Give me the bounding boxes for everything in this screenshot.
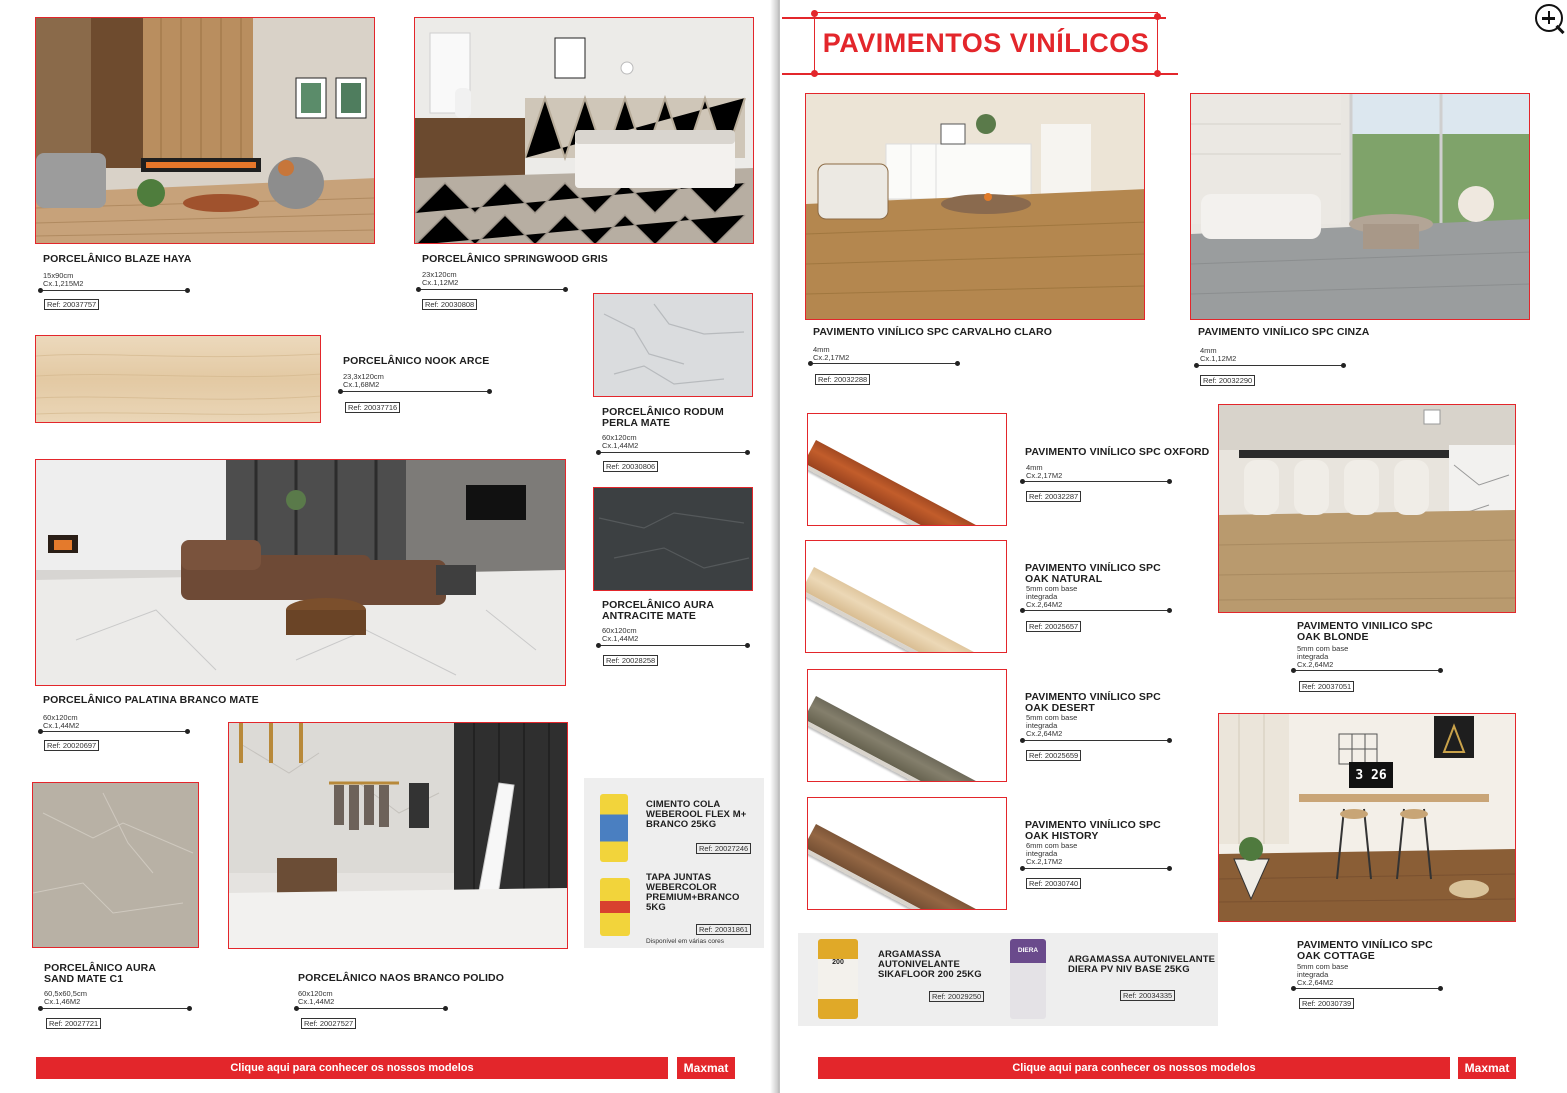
product-size: integrada [1026,849,1058,858]
divider-line [1022,610,1170,611]
product-name: PAVIMENTO VINÍLICO SPC CARVALHO CLARO [813,326,1052,338]
product-box: Cx.2,17M2 [1026,857,1063,866]
product-ref: Ref: 20025659 [1026,750,1081,761]
product-name: PAVIMENTO VINÍLICO SPC OAK COTTAGE [1297,939,1433,962]
product-size: 60x120cm [602,433,637,442]
product-box: Cx.1,44M2 [298,997,335,1006]
divider-line [1196,365,1344,366]
product-image-cinza[interactable] [1190,93,1530,320]
divider-line [598,645,748,646]
accessory-name: CIMENTO COLA WEBEROOL FLEX M+ BRANCO 25KG [646,799,747,830]
cta-button[interactable]: Clique aqui para conhecer os nossos modelos [36,1057,668,1079]
accessory-ref: Ref: 20027246 [696,843,751,854]
left-catalog-page [0,0,776,1093]
product-box: Cx.2,64M2 [1297,660,1334,669]
divider-line [1022,868,1170,869]
product-name: PORCELÂNICO NAOS BRANCO POLIDO [298,972,505,984]
product-image-oak-blonde[interactable] [1218,404,1516,613]
product-image-carvalho-claro[interactable] [805,93,1145,320]
product-box: Cx.1,44M2 [602,441,639,450]
divider-line [1293,670,1441,671]
accessory-note: Disponível em várias cores [646,938,725,945]
product-ref: Ref: 20037716 [345,402,400,413]
product-box: Cx.1,12M2 [1200,354,1237,363]
product-image-blaze-haya[interactable] [35,17,375,244]
product-name: PORCELÂNICO SPRINGWOOD GRIS [422,253,608,265]
product-ref: Ref: 20030806 [603,461,658,472]
product-box: Cx.1,44M2 [602,634,639,643]
divider-line [340,391,490,392]
divider-line [418,289,566,290]
product-size: 5mm com base [1297,644,1349,653]
product-name: PORCELÂNICO RODUM PERLA MATE [602,406,724,429]
accessory-ref: Ref: 20031861 [696,924,751,935]
product-image-aura-sand[interactable] [32,782,199,948]
product-box: Cx.1,46M2 [44,997,81,1006]
product-ref: Ref: 20025657 [1026,621,1081,632]
product-name: PORCELÂNICO BLAZE HAYA [43,253,192,265]
product-box: Cx.1,215M2 [43,279,84,288]
product-ref: Ref: 20032290 [1200,375,1255,386]
product-box: Cx.1,44M2 [43,721,80,730]
product-ref: Ref: 20037051 [1299,681,1354,692]
product-image-aura-antracite[interactable] [593,487,753,591]
right-catalog-page [780,0,1567,1093]
product-size: 23,3x120cm [343,372,384,381]
plank-oak-history [807,824,982,910]
accessory-name: ARGAMASSA AUTONIVELANTE DIERA PV NIV BASE 25KG [1068,954,1216,975]
product-image-oak-natural[interactable] [805,540,1007,653]
product-image-oak-desert[interactable] [807,669,1007,782]
product-image-oxford[interactable] [807,413,1007,526]
product-size: integrada [1026,592,1058,601]
product-ref: Ref: 20027527 [301,1018,356,1029]
accessory-ref: Ref: 20029250 [929,991,984,1002]
bag-label: 200 [832,959,844,966]
section-title: PAVIMENTOS VINÍLICOS [814,12,1158,74]
product-size: 60x120cm [602,626,637,635]
product-ref: Ref: 20032287 [1026,491,1081,502]
product-name: PAVIMENTO VINÍLICO SPC OAK NATURAL [1025,562,1161,585]
product-name: PAVIMENTO VINÍLICO SPC OXFORD [1025,446,1210,458]
product-image-nook-arce[interactable] [35,335,321,423]
accessory-ref: Ref: 20034335 [1120,990,1175,1001]
clock-display: 3 26 [1355,767,1387,783]
bag-label: DIERA [1017,947,1039,954]
product-size: 15x90cm [43,271,74,280]
product-ref: Ref: 20030808 [422,299,477,310]
product-name: PORCELÂNICO AURA ANTRACITE MATE [602,599,714,622]
product-image-palatina-branco[interactable] [35,459,566,686]
product-size: 6mm com base [1026,841,1078,850]
divider-line [1022,740,1170,741]
product-ref: Ref: 20020697 [44,740,99,751]
product-size: 4mm [1026,463,1043,472]
product-size: integrada [1026,721,1058,730]
product-size: 4mm [813,345,830,354]
product-size: 23x120cm [422,270,457,279]
divider-line [296,1008,446,1009]
product-box: Cx.2,17M2 [1026,471,1063,480]
accessory-name: ARGAMASSA AUTONIVELANTE SIKAFLOOR 200 25KG [878,949,982,980]
divider-line [810,363,958,364]
product-image-naos-branco[interactable] [228,722,568,949]
product-ref: Ref: 20030739 [1299,998,1354,1009]
product-size: 5mm com base [1297,962,1349,971]
divider-line [40,290,188,291]
product-name: PORCELÂNICO PALATINA BRANCO MATE [43,694,259,706]
product-size: 60x120cm [298,989,333,998]
divider-line [40,731,188,732]
product-box: Cx.2,64M2 [1026,729,1063,738]
product-ref: Ref: 20027721 [46,1018,101,1029]
brand-button[interactable]: Maxmat [677,1057,735,1079]
brand-button[interactable]: Maxmat [1458,1057,1516,1079]
product-ref: Ref: 20037757 [44,299,99,310]
product-ref: Ref: 20028258 [603,655,658,666]
product-bag-cimento-cola[interactable] [600,794,628,862]
product-name: PAVIMENTO VINÍLICO SPC OAK DESERT [1025,691,1161,714]
plank-oak-desert [807,696,982,782]
product-name: PAVIMENTO VINILICO SPC OAK BLONDE [1297,620,1433,643]
product-box: Cx.1,12M2 [422,278,459,287]
product-image-springwood-gris[interactable] [414,17,754,244]
product-bag-diera[interactable] [1010,939,1046,1019]
zoom-in-icon[interactable] [1531,2,1565,36]
product-image-rodum-perla[interactable] [593,293,753,397]
product-image-oak-history[interactable] [807,797,1007,910]
product-name: PORCELÂNICO AURA SAND MATE C1 [44,962,156,985]
product-box: Cx.2,64M2 [1026,600,1063,609]
product-box: Cx.2,17M2 [813,353,850,362]
product-size: integrada [1297,970,1329,979]
divider-line [1022,481,1170,482]
accessories-box [584,778,764,948]
product-ref: Ref: 20032288 [815,374,870,385]
product-size: 5mm com base [1026,584,1078,593]
product-size: 60,5x60,5cm [44,989,87,998]
product-bag-tapa-juntas[interactable] [600,878,630,936]
divider-line [1293,988,1441,989]
divider-line [40,1008,190,1009]
accessories-box [798,933,1218,1026]
product-name: PORCELÂNICO NOOK ARCE [343,355,490,367]
cta-button[interactable]: Clique aqui para conhecer os nossos modelos [818,1057,1450,1079]
product-size: 5mm com base [1026,713,1078,722]
product-size: 4mm [1200,346,1217,355]
plank-oxford [807,440,982,526]
divider-line [598,452,748,453]
product-name: PAVIMENTO VINÍLICO SPC OAK HISTORY [1025,819,1161,842]
accessory-name: TAPA JUNTAS WEBERCOLOR PREMIUM+BRANCO 5KG [646,872,740,913]
product-box: Cx.2,64M2 [1297,978,1334,987]
product-name: PAVIMENTO VINÍLICO SPC CINZA [1198,326,1370,338]
product-bag-sikafloor[interactable] [818,939,858,1019]
plank-oak-natural [805,567,980,653]
product-size: integrada [1297,652,1329,661]
product-box: Cx.1,68M2 [343,380,380,389]
product-size: 60x120cm [43,713,78,722]
product-ref: Ref: 20030740 [1026,878,1081,889]
product-image-oak-cottage[interactable] [1218,713,1516,922]
